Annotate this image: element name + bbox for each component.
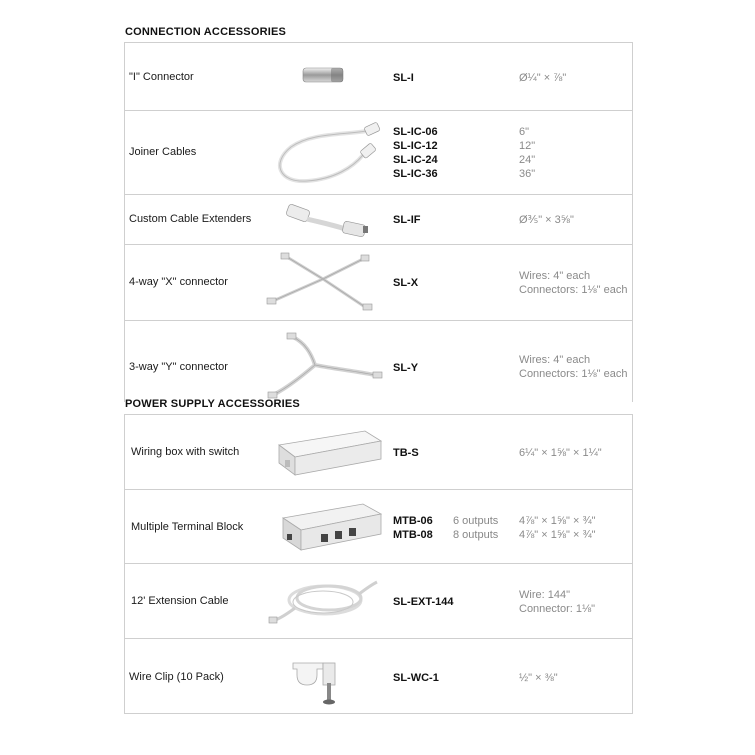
product-name: "I" Connector [129, 71, 194, 83]
table-row [125, 43, 632, 111]
sku-list [393, 213, 421, 227]
dimensions [519, 71, 566, 85]
sku: MTB-08 [393, 529, 433, 541]
sku: TB-S [393, 447, 419, 459]
dimensions [519, 514, 596, 542]
dimension-value: Wire: 144" [519, 589, 570, 601]
sku: SL-WC-1 [393, 672, 439, 684]
dimensions [519, 353, 627, 381]
product-name: 4-way "X" connector [129, 276, 228, 288]
wiring-box-image [273, 427, 385, 479]
dimensions [519, 269, 627, 297]
connection-accessories-title: CONNECTION ACCESSORIES [125, 26, 287, 38]
dimension-value: Wires: 4" each [519, 354, 591, 366]
outputs-list [453, 514, 498, 542]
sku: SL-IC-12 [393, 140, 438, 152]
dimension-value: ½" × ⅜" [519, 672, 558, 684]
sku-list [393, 71, 414, 85]
terminal-block-image [275, 498, 385, 556]
dimension-value: 6" [519, 126, 530, 138]
cable-extender-image [283, 201, 373, 241]
dimension-value: 6¼" × 1⅝" × 1¼" [519, 447, 602, 459]
sku-list [393, 671, 439, 685]
sku: SL-X [393, 277, 419, 289]
dimension-value: Ø⅗" × 3⅝" [519, 214, 574, 226]
sku: SL-Y [393, 362, 419, 374]
sku-list [393, 514, 433, 542]
sku-list [393, 276, 418, 290]
table-row [125, 490, 632, 564]
dimension-value: Connectors: 1⅛" each [519, 284, 628, 296]
product-name: 12' Extension Cable [131, 595, 229, 607]
table-row [125, 195, 632, 245]
product-name: 3-way "Y" connector [129, 361, 228, 373]
sku-list [393, 595, 454, 609]
product-name: Joiner Cables [129, 146, 197, 158]
output-count: 6 outputs [453, 515, 499, 527]
product-name: Multiple Terminal Block [131, 521, 244, 533]
dimension-value: Ø¼" × ⅞" [519, 72, 567, 84]
dimensions [519, 671, 558, 685]
product-name: Custom Cable Extenders [129, 213, 252, 225]
dimension-value: Connectors: 1⅛" each [519, 368, 628, 380]
output-count: 8 outputs [453, 529, 499, 541]
dimensions [519, 446, 602, 460]
table-row [125, 415, 632, 490]
y-connector-image [265, 331, 385, 399]
product-name: Wire Clip (10 Pack) [129, 671, 224, 683]
sku: SL-I [393, 72, 414, 84]
table-row [125, 639, 632, 715]
power-supply-accessories-table [124, 414, 633, 714]
table-row [125, 245, 632, 321]
sku: SL-IC-24 [393, 154, 438, 166]
connection-accessories-table [124, 42, 633, 402]
power-supply-accessories-title: POWER SUPPLY ACCESSORIES [125, 398, 300, 410]
sku: MTB-06 [393, 515, 433, 527]
table-row [125, 321, 632, 403]
dimension-value: Connector: 1⅛" [519, 603, 596, 615]
wire-clip-image [287, 655, 347, 709]
x-connector-image [265, 251, 385, 313]
sku: SL-EXT-144 [393, 596, 454, 608]
sku: SL-IC-36 [393, 168, 438, 180]
sku-list [393, 446, 419, 460]
sku-list [393, 361, 418, 375]
sku: SL-IC-06 [393, 126, 438, 138]
i-connector-image [301, 63, 349, 89]
table-row [125, 564, 632, 639]
dimension-value: Wires: 4" each [519, 270, 591, 282]
dimension-value: 12" [519, 140, 536, 152]
dimension-value: 36" [519, 168, 536, 180]
sku-list [393, 125, 438, 181]
sku: SL-IF [393, 214, 421, 226]
dimensions [519, 213, 574, 227]
dimension-value: 4⅞" × 1⅝" × ¾" [519, 515, 596, 527]
dimension-value: 4⅞" × 1⅝" × ¾" [519, 529, 596, 541]
table-row [125, 111, 632, 195]
product-name: Wiring box with switch [131, 446, 240, 458]
joiner-cable-image [271, 117, 395, 189]
extension-cable-image [265, 574, 385, 632]
dimensions [519, 125, 535, 181]
dimension-value: 24" [519, 154, 536, 166]
dimensions [519, 588, 595, 616]
